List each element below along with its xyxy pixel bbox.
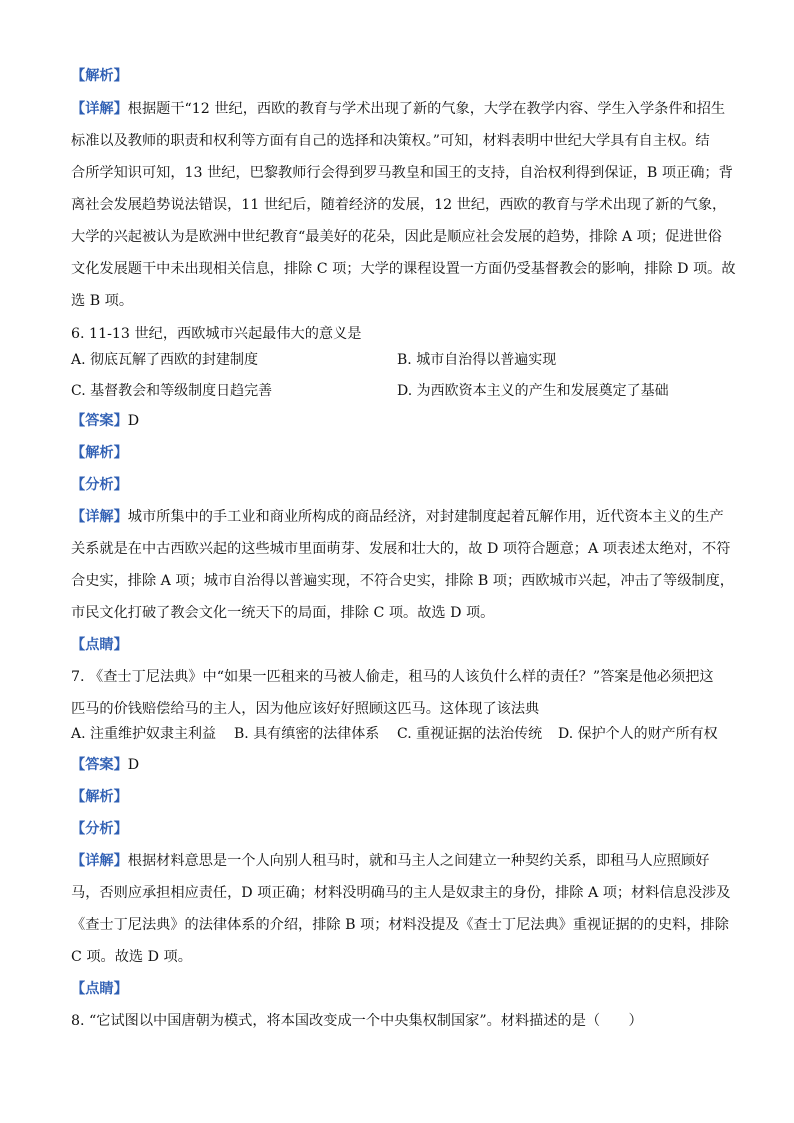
q7-option-c: C. 重视证据的法治传统 xyxy=(397,726,543,742)
q6-option-d: D. 为西欧资本主义的产生和发展奠定了基础 xyxy=(397,383,669,399)
question-7-stem: 7. 《查士丁尼法典》中“如果一匹租来的马被人偷走，租马的人该负什么样的责任？”答案是他必须把这 xyxy=(71,669,714,685)
q6-option-c: C. 基督教会和等级制度日趋完善 xyxy=(71,383,273,399)
detail-line: 合所学知识可知，13 世纪，巴黎教师行会得到罗马教皇和国王的支持，自治权利得到保证，B 项正确；背 xyxy=(71,165,733,181)
q6-option-b: B. 城市自治得以普遍实现 xyxy=(397,352,557,368)
answer-tag: 【答案】 xyxy=(71,757,128,773)
analysis-tag: 【解析】 xyxy=(71,68,128,84)
question-8-stem: 8. “它试图以中国唐朝为模式，将本国改变成一个中央集权制国家”。材料描述的是（ ） xyxy=(71,1013,643,1029)
dianjing-tag: 【点睛】 xyxy=(71,637,128,653)
detail-line: 大学的兴起被认为是欧洲中世纪教育“最美好的花朵，因此是顺应社会发展的趋势，排除 A 项；促进世俗 xyxy=(71,229,722,245)
detail-line: 标准以及教师的职责和权利等方面有自己的选择和决策权。”可知，材料表明中世纪大学具有自主权。结 xyxy=(71,133,710,149)
detail-line: 马，否则应承担相应责任，D 项正确；材料没明确马的主人是奴隶主的身份，排除 A 项；材料信息没涉及 xyxy=(71,885,731,901)
analysis-tag: 【解析】 xyxy=(71,445,128,461)
fenxi-tag: 【分析】 xyxy=(71,821,128,837)
question-6-stem: 6. 11-13 世纪，西欧城市兴起最伟大的意义是 xyxy=(71,326,362,342)
analysis-tag: 【解析】 xyxy=(71,789,128,805)
fenxi-tag: 【分析】 xyxy=(71,477,128,493)
answer-tag: 【答案】 xyxy=(71,413,128,429)
detail-tag: 【详解】 xyxy=(71,101,128,117)
q6-answer: 【答案】D xyxy=(71,413,140,429)
detail-line: 《查士丁尼法典》的法律体系的介绍，排除 B 项；材料没提及《查士丁尼法典》重视证据的的史料，排除 xyxy=(71,917,729,933)
detail-line: 市民文化打破了教会文化一统天下的局面，排除 C 项。故选 D 项。 xyxy=(71,605,495,621)
detail-line: 合史实，排除 A 项；城市自治得以普遍实现，不符合史实，排除 B 项；西欧城市兴起，冲击了等级制度， xyxy=(71,573,734,589)
q7-option-a: A. 注重维护奴隶主利益 xyxy=(71,726,217,742)
detail-line: 选 B 项。 xyxy=(71,293,134,309)
q7-option-d: D. 保护个人的财产所有权 xyxy=(558,726,718,742)
dianjing-tag: 【点睛】 xyxy=(71,981,128,997)
q6-option-a: A. 彻底瓦解了西欧的封建制度 xyxy=(71,352,259,368)
detail-line: 【详解】根据题干“12 世纪，西欧的教育与学术出现了新的气象，大学在教学内容、学生入学条件和招生 xyxy=(71,101,726,117)
q7-answer: 【答案】D xyxy=(71,757,140,773)
detail-line: C 项。故选 D 项。 xyxy=(71,949,192,965)
q7-option-b: B. 具有缜密的法律体系 xyxy=(234,726,380,742)
question-7-stem: 匹马的价钱赔偿给马的主人，因为他应该好好照顾这匹马。这体现了该法典 xyxy=(71,701,540,717)
detail-line: 关系就是在中古西欧兴起的这些城市里面萌芽、发展和壮大的，故 D 项符合题意；A 项表述太绝对，不符 xyxy=(71,541,731,557)
detail-tag: 【详解】 xyxy=(71,853,128,869)
detail-tag: 【详解】 xyxy=(71,509,128,525)
detail-line: 离社会发展趋势说法错误，11 世纪后，随着经济的发展，12 世纪，西欧的教育与学术出现了新的气象， xyxy=(71,197,727,213)
detail-line: 【详解】根据材料意思是一个人向别人租马时，就和马主人之间建立一种契约关系，即租马人应照顾好 xyxy=(71,853,710,869)
detail-line: 【详解】城市所集中的手工业和商业所构成的商品经济，对封建制度起着瓦解作用，近代资本主义的生产 xyxy=(71,509,724,525)
detail-line: 文化发展题干中未出现相关信息，排除 C 项；大学的课程设置一方面仍受基督教会的影响，排除 D 项。故 xyxy=(71,261,736,277)
